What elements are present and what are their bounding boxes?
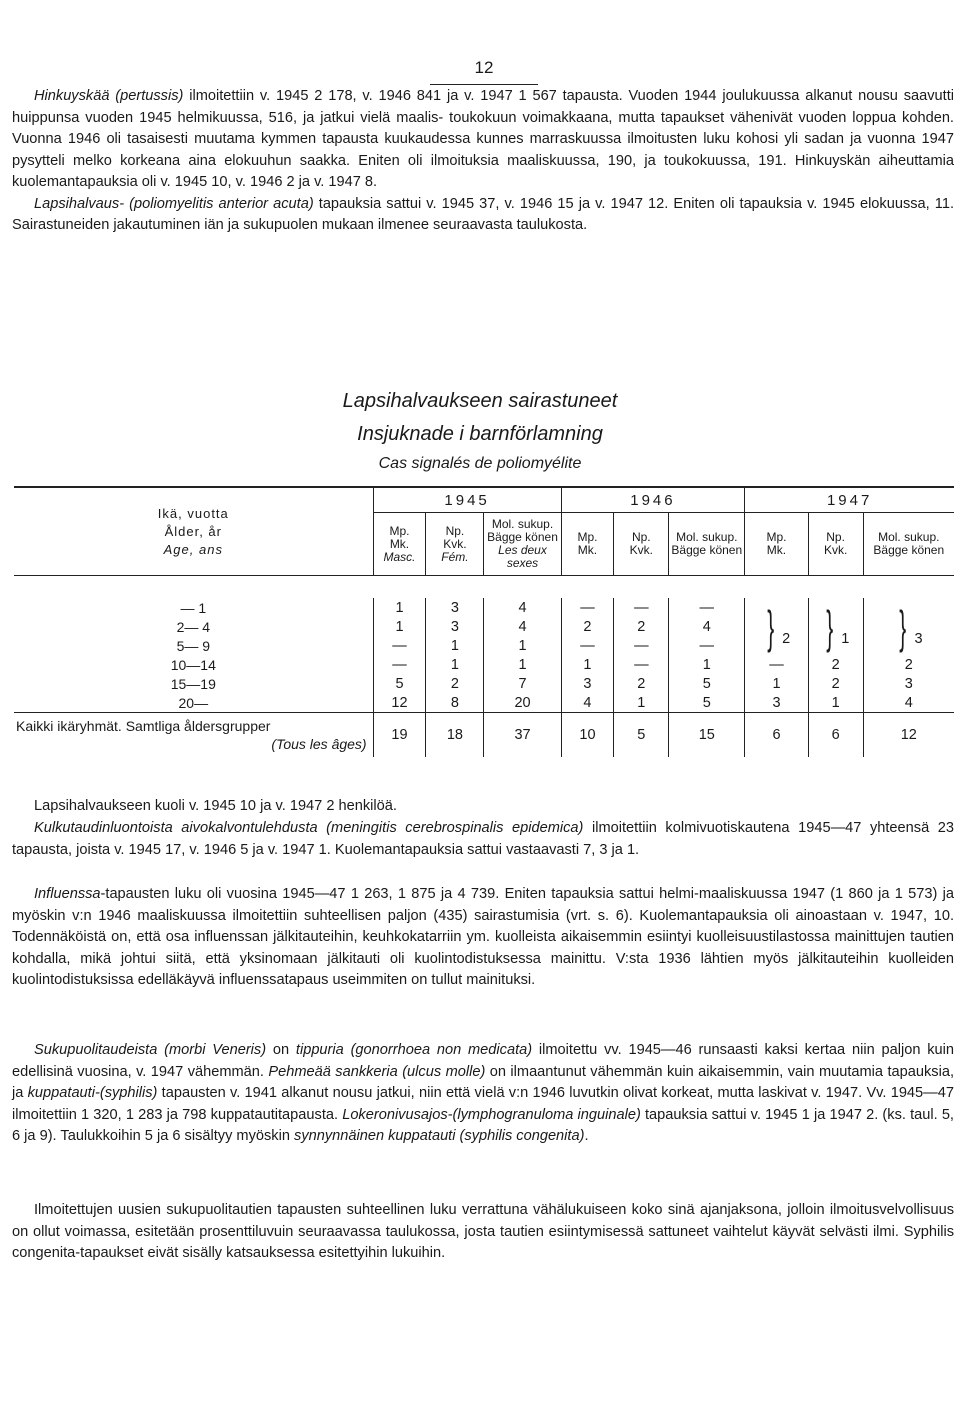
year-1945-header: 1945 [373, 488, 561, 513]
pertussis-term: Hinkuyskää [34, 88, 110, 104]
col-1946-male: Mp. Mk. [561, 513, 614, 576]
year-1947-header: 1947 [745, 488, 954, 513]
pertussis-paragraph [12, 86, 954, 237]
table-title-fi: Lapsihalvaukseen sairastuneet [342, 390, 618, 412]
polio-term: Lapsihalvaus- [34, 195, 125, 212]
meningitis-paragraph: Kulkutaudinluontoista aivokalvontulehdusta (meningitis cerebrospinalis epidemica) ilmoitettiin kolmivuotiskautena 1945—47 yhteensä 23 tapausta, joista v. 1945 17, v. 1946 5 ja v. 1947 1. Kuolemantapauksia sattui vastaavasti 7, 3 ja 1. [12, 820, 954, 858]
grouped-1947-female: } 1 [808, 598, 863, 655]
grouped-1947-male: } 2 [745, 598, 808, 655]
table-row: 10—14 — 1 1 1 — 1 — 2 2 [14, 655, 954, 674]
table-row: 2— 4 1 3 4 2 2 4 [14, 617, 954, 636]
age-label: — 1 [180, 599, 207, 616]
polio-latin: (poliomyelitis anterior acuta) [129, 195, 314, 212]
col-1947-both: Mol. sukup. Bägge könen [863, 513, 954, 576]
meningitis-term: Kulkutaudinluontoista aivokalvontulehdusta (meningitis cerebrospinalis epidemica) [34, 820, 584, 836]
table-title-fr: Cas signalés de poliomyélite [378, 455, 582, 472]
table-row: 20— 12 8 20 4 1 5 3 1 4 [14, 693, 954, 713]
pertussis-text: ilmoitettiin v. 1945 2 178, v. 1946 841 ja v. 1947 1 567 tapausta. Vuoden 1944 joulukuussa alkanut nousu saavutti huippunsa vuoden 1945 helmikuussa, 516, ja jatkui vielä maalis- toukokuun voimakkaana, mutta tapaukset vähenivät vuoden loppua kohden. Vuonna 1946 oli tasaisesti muutama kymmen tapausta kuukaudessa kunnes marraskuussa ilmoitusten luku kohosi yli sadan ja vuonna 1947 pysytteli melko korkeana aina elokuuhun saakka. Eniten oli ilmoituksia maaliskuussa, 190, ja toukokuussa, 191. Hinkuyskän aiheuttamia kuolemantapauksia oli v. 1945 10, v. 1946 2 ja v. 1947 8. [12, 88, 954, 190]
table-row: 15—19 5 2 7 3 2 5 1 2 3 [14, 674, 954, 693]
polio-deaths-paragraph: Lapsihalvaukseen kuoli v. 1945 10 ja v. 1947 2 henkilöä. [34, 798, 397, 814]
age-label: 5— 9 [176, 637, 211, 654]
col-1945-male: Mp. Mk. Masc. [373, 513, 426, 576]
influenza-paragraph: Influenssa-tapausten luku oli vuosina 1945—47 1 263, 1 875 ja 4 739. Eniten tapauksia sattui helmi-maaliskuussa 1947 (1 860 ja 1 573) ja myöskin v:n 1946 maaliskuussa ilmoitettiin suhteellisen paljon (435) sairastumisia (vrt. s. 6). Kuolemantapauksia oli ainoastaan v. 1947, 10. Todennäköistä on, että osa influenssan jälkitauteihin, keuhkokatarriin ym. kuolleista aikaisemmin esiintyi kuolleisuustilastossa mainittujen tautien kohdalla, mikä johtui siitä, että yksinomaan jälkitauti oli kuolintodistuksessa mainittu. V:sta 1936 lähtien myös jälkitauteihin kuolleiden kuolintodistuksissa edelläkäyvä influenssatapaus useimmiten on tullut mainituksi. [12, 886, 954, 988]
influenza-term: Influenssa [34, 886, 101, 902]
col-1945-both: Mol. sukup. Bägge könen Les deux sexes [484, 513, 561, 576]
polio-text: tapauksia sattui v. 1945 37, v. 1946 15 ja v. 1947 12. Eniten oli tapauksia v. 1945 elokuussa, 11. Sairastuneiden jakautuminen iän ja sukupuolen mukaan ilmenee seuraavasta taulukosta. [12, 195, 954, 233]
venereal-summary-paragraph: Ilmoitettujen uusien sukupuolitautien tapausten suhteellinen luku verrattuna vähälukuiseen koko sinä ajanjaksona, jolloin ilmoitusvelvollisuus on ollut voimassa, esitetään prosenttiluvuin seuraavassa taulukossa, josta tautien esiintymisessä sattuneet vaihtelut käyvät selvästi ilmi. Syphilis congenita-tapaukset eivät sisälly katsauksessa esitettyihin lukuihin. [12, 1202, 954, 1261]
col-1946-female: Np. Kvk. [614, 513, 669, 576]
pertussis-latin: (pertussis) [115, 88, 184, 104]
page-number: 12 [430, 58, 538, 85]
age-label: 10—14 [170, 656, 216, 673]
total-row: Kaikki ikäryhmät. Samtliga åldersgrupper (Tous les âges) 19 18 37 10 5 15 6 6 12 [14, 713, 954, 758]
grouped-1947-both: } 3 [863, 598, 954, 655]
age-column-header: Ikä, vuotta Ålder, år Age, ans [157, 505, 229, 557]
age-label: 15—19 [170, 675, 216, 692]
table-row: — 1 1 3 4 — — — } 2 } 1 } 3 [14, 598, 954, 617]
table-title-sv: Insjuknade i barnförlamning [357, 423, 603, 445]
col-1945-female: Np. Kvk. Fém. [426, 513, 484, 576]
age-label: 2— 4 [176, 618, 211, 635]
polio-table [14, 486, 954, 757]
year-1946-header: 1946 [561, 488, 745, 513]
total-label: Kaikki ikäryhmät. Samtliga åldersgrupper (Tous les âges) [14, 713, 373, 758]
venereal-paragraph: Sukupuolitaudeista (morbi Veneris) on tippuria (gonorrhoea non medicata) ilmoitettu vv. 1945—46 runsaasti kaksi kertaa niin paljon kuin edellisinä vuosina, v. 1947 vähemmän. Pehmeää sankkeria (ulcus molle) on ilmaantunut vähemmän kuin aikaisemmin, vain muutamia tapauksia, ja kuppatauti-(syphilis) tapausten v. 1941 alkanut nousu jatkui, niin että vielä v:n 1946 luvutkin olivat korkeat, mutta laskivat v. 1947. Vv. 1945—47 ilmoitettiin 1 320, 1 283 ja 798 kuppatautitapausta. Lokeronivusajos-(lymphogranuloma inguinale) tapauksia sattui v. 1945 1 ja 1947 2. (ks. taul. 5, 6 ja 9). Taulukkoihin 5 ja 6 sisältyy myöskin synnynnäinen kuppatauti (syphilis congenita). [12, 1042, 954, 1144]
col-1946-both: Mol. sukup. Bägge könen [669, 513, 745, 576]
table-row: 5— 9 — 1 1 — — — [14, 636, 954, 655]
col-1947-female: Np. Kvk. [808, 513, 863, 576]
col-1947-male: Mp. Mk. [745, 513, 808, 576]
age-label: 20— [178, 694, 209, 711]
